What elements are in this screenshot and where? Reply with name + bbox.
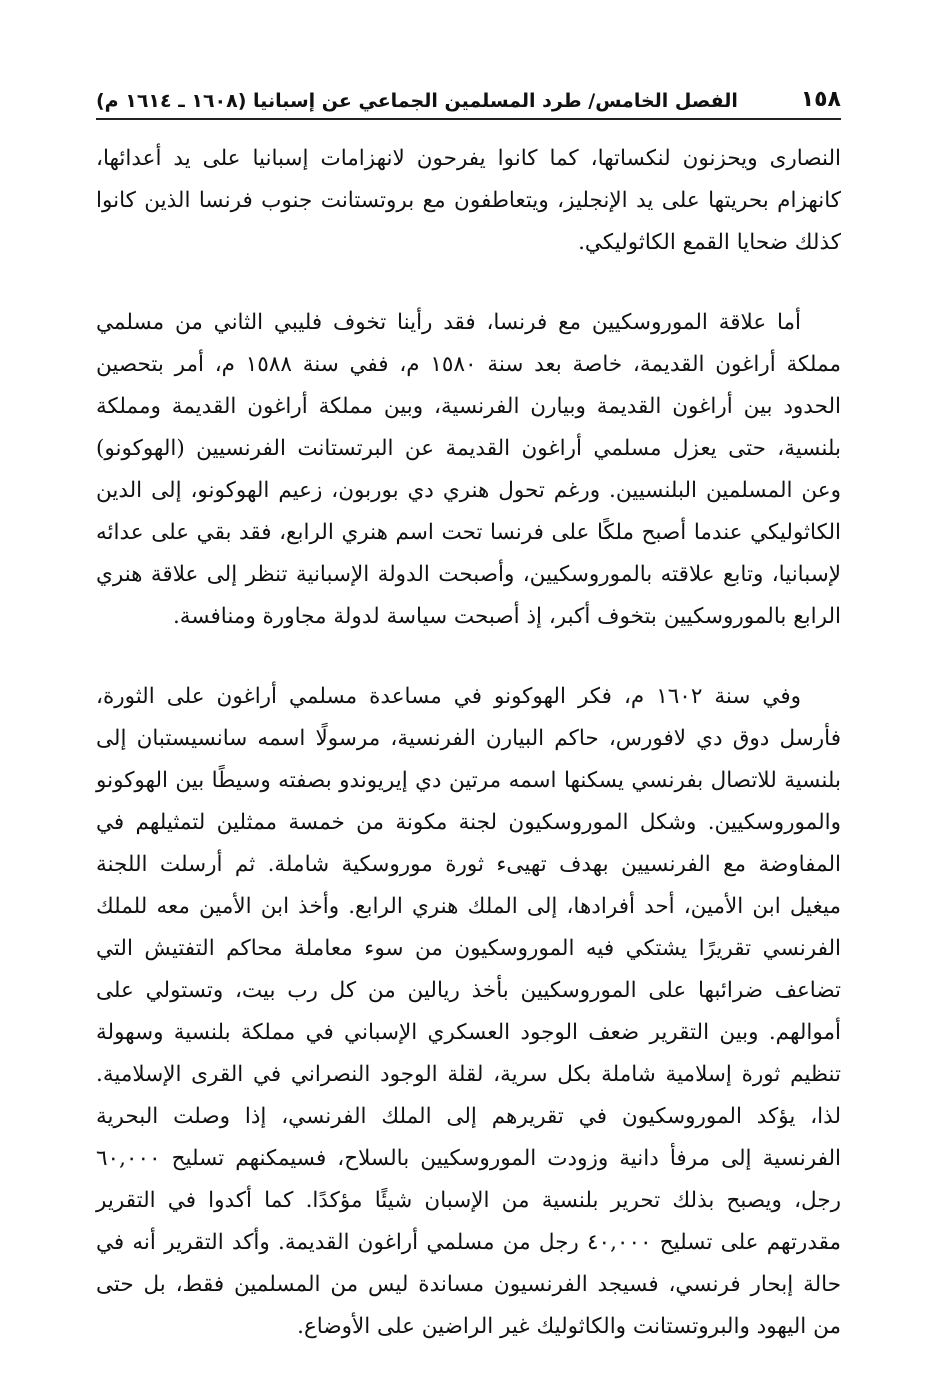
paragraph-france-relations: أما علاقة الموروسكيين مع فرنسا، فقد رأينا تخوف فليبي الثاني من مسلمي مملكة أراغون القديمة، خاصة بعد سنة ١٥٨٠ م، ففي سنة ١٥٨٨ م، أمر بتحصين الحدود بين أراغون القديمة وبيارن الفرنسية، وبين مملكة أراغون القديمة ومملكة بلنسية، حتى يعزل مسلمي أراغون القديمة عن البرتستانت الفرنسيين (الهوكونو) وعن المسلمين البلنسيين. ورغم تحول هنري دي بوربون، زعيم الهوكونو، إلى الدين الكاثوليكي عندما أصبح ملكًا على فرنسا تحت اسم هنري الرابع، فقد بقي على عدائه لإسبانيا، وتابع علاقته بالموروسكيين، وأصبحت الدولة الإسبانية تنظر إلى علاقة هنري الرابع بالموروسكيين بتخوف أكبر، إذ أصبحت سياسة لدولة مجاورة ومنافسة. <box>96 310 841 629</box>
running-header <box>96 82 841 120</box>
paragraph-1602-report: وفي سنة ١٦٠٢ م، فكر الهوكونو في مساعدة مسلمي أراغون على الثورة، فأرسل دوق دي لافورس، حاكم البيارن الفرنسية، مرسولًا اسمه سانسيستبان إلى بلنسية للاتصال بفرنسي يسكنها اسمه مرتين دي إيريوندو بصفته وسيطًا بين الهوكونو والموروسكيين. وشكل الموروسكيون لجنة مكونة من خمسة ممثلين لتمثيلهم في المفاوضة مع الفرنسيين بهدف تهيىء ثورة موروسكية شاملة. ثم أرسلت اللجنة ميغيل ابن الأمين، أحد أفرادها، إلى الملك هنري الرابع. وأخذ ابن الأمين معه للملك الفرنسي تقريرًا يشتكي فيه الموروسكيون من سوء معاملة محاكم التفتيش التي تضاعف ضرائبها على الموروسكيين بأخذ ريالين من كل رب بيت، وتستولي على أموالهم. وبين التقرير ضعف الوجود العسكري الإسباني في مملكة بلنسية وسهولة تنظيم ثورة إسلامية شاملة بكل سرية، لقلة الوجود النصراني في القرى الإسلامية. لذا، يؤكد الموروسكيون في تقريرهم إلى الملك الفرنسي، إذا وصلت البحرية الفرنسية إلى مرفأ دانية وزودت الموروسكيين بالسلاح، فسيمكنهم تسليح ٦٠,٠٠٠ رجل، ويصبح بذلك تحرير بلنسية من الإسبان شيئًا مؤكدًا. كما أكدوا في التقرير مقدرتهم على تسليح ٤٠,٠٠٠ رجل من مسلمي أراغون القديمة. وأكد التقرير أنه في حالة إبحار فرنسي، فسيجد الفرنسيون مساندة ليس من المسلمين فقط، بل حتى من اليهود والبروتستانت والكاثوليك غير الراضين على الأوضاع. <box>96 684 841 1339</box>
paragraph-continued: النصارى ويحزنون لنكساتها، كما كانوا يفرحون لانهزامات إسبانيا على يد أعدائها، كانهزام بحريتها على يد الإنجليز، ويتعاطفون مع بروتستانت جنوب فرنسا الذين كانوا كذلك ضحايا القمع الكاثوليكي. <box>96 146 841 255</box>
page-body <box>96 138 841 1348</box>
running-title: الفصل الخامس/ طرد المسلمين الجماعي عن إسبانيا (١٦٠٨ ـ ١٦١٤ م) <box>96 90 738 112</box>
book-page <box>96 82 841 1342</box>
page-number: ١٥٨ <box>800 87 841 112</box>
